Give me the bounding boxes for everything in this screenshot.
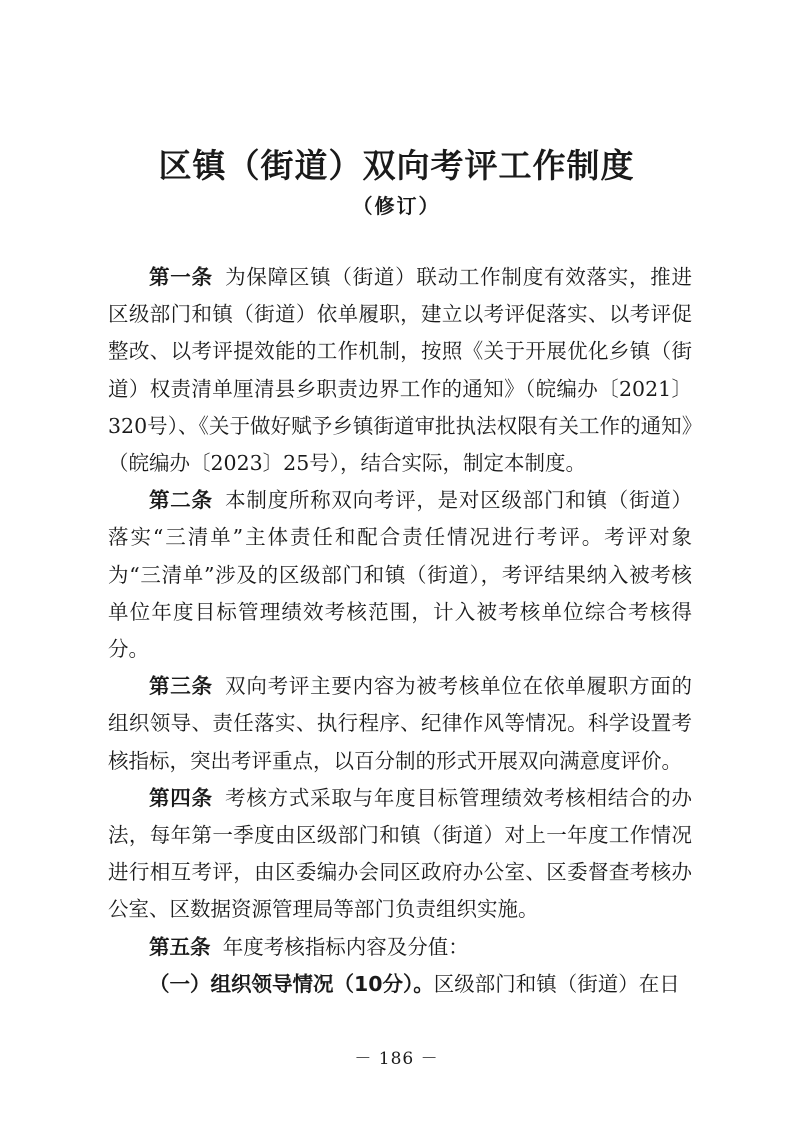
document-body	[108, 259, 692, 1003]
article-4	[108, 780, 692, 929]
article-3	[108, 668, 692, 780]
article-5	[108, 929, 692, 966]
article-1-label: 第一条	[149, 265, 213, 289]
article-3-text: 双向考评主要内容为被考核单位在依单履职方面的组织领导、责任落实、执行程序、纪律作风等情况。科学设置考核指标，突出考评重点，以百分制的形式开展双向满意度评价。	[108, 674, 693, 773]
article-5-label: 第五条	[149, 934, 211, 959]
article-3-label: 第三条	[149, 674, 213, 699]
article-5-text: 年度考核指标内容及分值：	[222, 934, 469, 959]
article-1	[108, 259, 692, 482]
document-subtitle: （修订）	[352, 194, 441, 218]
item-one	[108, 966, 692, 1003]
item-one-heading: （一）组织领导情况（10分）。	[149, 971, 434, 996]
article-4-text: 考核方式采取与年度目标管理绩效考核相结合的办法，每年第一季度由区级部门和镇（街道）对上一年度工作情况进行相互考评，由区委编办会同区政府办公室、区委督查考核办公室、区数据资源管理局等部门负责组织实施。	[108, 785, 693, 922]
article-1-text: 为保障区镇（街道）联动工作制度有效落实，推进区级部门和镇（街道）依单履职，建立以考评促落实、以考评促整改、以考评提效能的工作机制，按照《关于开展优化乡镇（街道）权责清单厘清县乡职责边界工作的通知》（皖编办〔2021〕320号）、《关于做好赋予乡镇街道审批执法权限有关工作的通知》（皖编办〔2023〕25号），结合实际，制定本制度。	[108, 265, 693, 476]
article-4-label: 第四条	[149, 785, 213, 810]
document-title: 区镇（街道）双向考评工作制度	[158, 146, 635, 185]
article-2	[108, 482, 692, 668]
item-one-text: 区级部门和镇（街道）在日	[433, 971, 680, 996]
article-2-label: 第二条	[149, 488, 213, 513]
article-2-text: 本制度所称双向考评，是对区级部门和镇（街道）落实“三清单”主体责任和配合责任情况进行考评。考评对象为“三清单”涉及的区级部门和镇（街道），考评结果纳入被考核单位年度目标管理绩效考核范围，计入被考核单位综合考核得分。	[108, 488, 693, 662]
page-number: － 186 －	[354, 1049, 439, 1069]
